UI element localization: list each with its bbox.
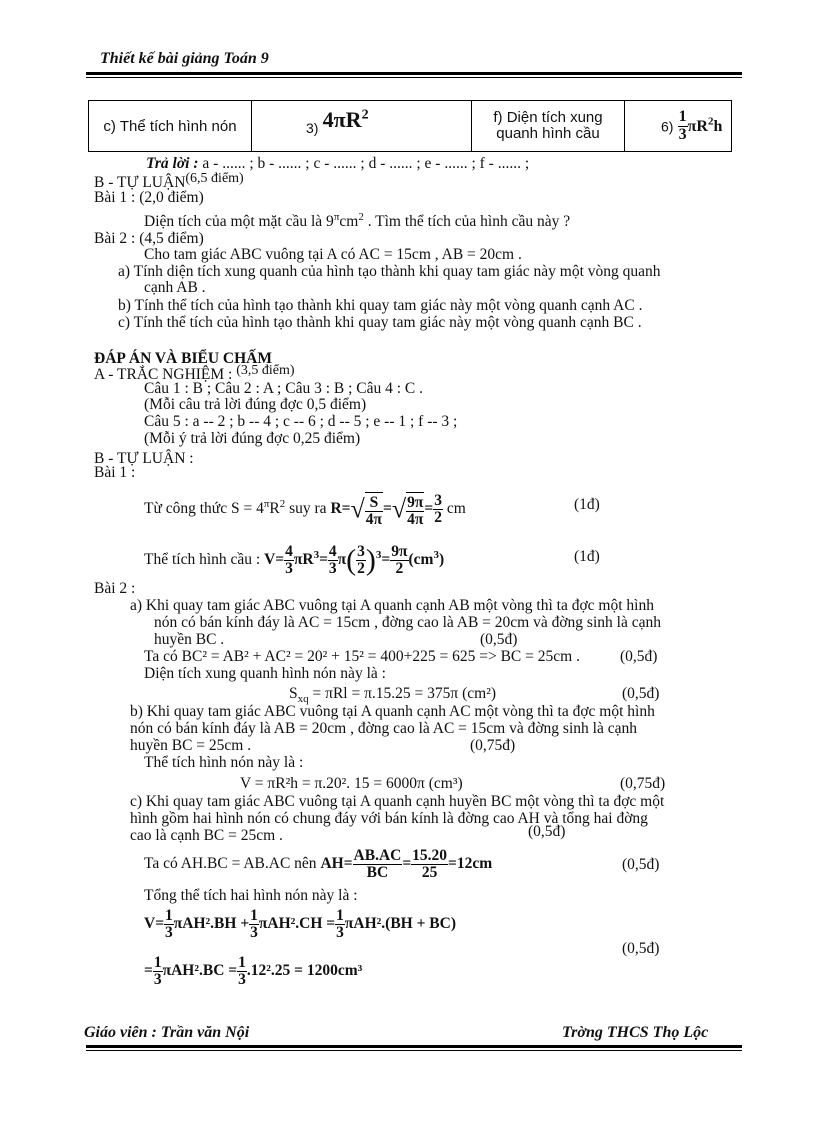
sqrt-1: √ $\frac{S}{4\pi}$ (350, 493, 383, 528)
b2-c6: V= $\frac{1}{3}$ πAH².BH + $\frac{1}{3}$ πAH².CH = $\frac{1}{3}$ πAH².(BH + BC) (144, 906, 457, 941)
answers-B1-title: Bài 1 : (94, 464, 136, 481)
matching-table (88, 100, 732, 152)
b2-c5: Tổng thể tích hai hình nón này là : (144, 887, 358, 904)
b1-text: Từ công thức S = 4 (144, 500, 264, 518)
answer-blanks: a - ...... ; b - ...... ; c - ...... ; d - ...... ; e - ...... ; f - ...... ; (202, 155, 530, 172)
bai1-text: Diện tích của một mặt cầu là $9^\pi cm^2$ . Tìm thể tích của hình cầu này ? (144, 211, 571, 231)
partB-points: (6,5 điểm) (185, 171, 244, 186)
b1-formula-line: Từ công thức $S = 4^\pi R^2$ suy ra R=√ $\frac{S}{4\pi}$ =√ $\frac{9\pi}{4\pi}$ = $\frac{3}{2}$ cm (144, 482, 466, 526)
page-header-title: Thiết kế bài giảng Toán 9 (100, 50, 269, 67)
header-rule-thick (86, 72, 742, 75)
formula-h: h (713, 118, 723, 136)
bai2-intro: Cho tam giác ABC vuông tại A có AC = 15cm , AB = 20cm . (144, 246, 522, 263)
bai2-b: b) Tính thể tích của hình tạo thành khi quay tam giác này một vòng quanh cạnh AC . (118, 297, 643, 314)
sqrt-2: √ $\frac{9\pi}{4\pi}$ (391, 493, 424, 528)
footer-school: Trờng THCS Thọ Lộc (562, 1024, 709, 1041)
b2-a3: huyền BC . (0,5đ) (154, 631, 518, 648)
b2-a2: nón có bán kính đáy là AC = 15cm , đờng cao là AB = 20cm và đờng sinh là cạnh (154, 614, 661, 631)
answers-B-title: B - TỰ LUẬN : (94, 450, 194, 467)
b1-pi: π (263, 498, 270, 510)
answers-A3: Câu 5 : a -- 2 ; b -- 4 ; c -- 6 ; d -- 5 ; e -- 1 ; f -- 3 ; (144, 413, 458, 430)
b2-b1: b) Khi quay tam giác ABC vuông tại A quanh cạnh AC một vòng thì ta đợc một hình (130, 703, 655, 720)
frac-3-2: $\frac{3}{2}$ (434, 491, 442, 527)
b2-c3: cao là cạnh BC = 25cm . (0,5đ) (130, 823, 566, 844)
cell-6-formula (687, 115, 723, 136)
eq: = (341, 500, 351, 518)
header-rule-thin (86, 77, 742, 78)
b2-a4: Ta có BC² = AB² + AC² = 20² + 15² = 400+225 = 625 => BC = 25cm . (0,5đ) (144, 648, 658, 665)
bai2-title: Bài 2 : (4,5 điểm) (94, 230, 204, 247)
cell-f-label (472, 101, 625, 152)
b2-title: Bài 2 : (94, 580, 136, 597)
partB-heading: B - TỰ LUẬN (94, 174, 186, 191)
bai2-a-line2: cạnh AB . (144, 279, 206, 296)
bai2-a-line1: a) Tính diện tích xung quanh của hình tạo thành khi quay tam giác này một vòng quanh (118, 263, 661, 280)
b2-a1: a) Khi quay tam giác ABC vuông tại A quanh cạnh AB một vòng thì ta đợc một hình (130, 597, 654, 614)
cell-3-formula (323, 107, 369, 132)
b2-a5: Diện tích xung quanh hình nón này là : (144, 665, 386, 682)
b1-volume-line: Thể tích hình cầu : V= $\frac{4}{3}$ $\pi R^3=$ $\frac{4}{3}$ π( $\frac{3}{2}$ )$^3$= $\frac{9\pi}{2}$ $(cm^3)$ (144, 542, 445, 578)
cell-c-label: c) Thể tích hình nón (89, 101, 252, 152)
b2-b3: huyền BC = 25cm . (0,75đ) (130, 737, 516, 754)
cell-f-line1: f) Diện tích xung (493, 108, 603, 126)
b1-suyra: suy ra (285, 500, 331, 518)
formula-piR: πR (687, 118, 708, 136)
b2-c4-mark: (0,5đ) (622, 856, 660, 873)
b1-R-bold: R (330, 500, 342, 518)
answers-A2: (Mỗi câu trả lời đúng đợc 0,5 điểm) (144, 396, 367, 413)
answers-A1: Câu 1 : B ; Câu 2 : A ; Câu 3 : B ; Câu 4 : C . (144, 380, 424, 397)
formula-exp: 2 (707, 115, 714, 128)
footer-rule-thin (86, 1050, 742, 1051)
b1-mark2: (1đ) (574, 548, 600, 565)
bai2-c: c) Tính thể tích của hình tạo thành khi quay tam giác này một vòng quanh cạnh BC . (118, 314, 642, 331)
b1-R: R (269, 500, 280, 518)
frac-num: 1 (678, 107, 687, 125)
b2-b5: V = πR²h = π.20². 15 = 6000π (cm³) (240, 775, 463, 792)
b2-c6-mark: (0,5đ) (622, 940, 660, 957)
b2-a6-mark: (0,5đ) (622, 685, 660, 702)
frac-den: 3 (678, 125, 687, 143)
answer-label: Trả lời : (146, 155, 199, 172)
cell-f-line2: quanh hình cầu (496, 125, 600, 142)
cell-6-fraction (678, 109, 688, 144)
b2-c7: = $\frac{1}{3}$ πAH².BC = $\frac{1}{3}$ .12².25 = 1200cm³ (144, 953, 363, 988)
cell-6-number: 6) (661, 118, 674, 134)
formula-exp: 2 (361, 107, 369, 123)
cell-3-number: 3) (306, 120, 319, 136)
b2-c1: c) Khi quay tam giác ABC vuông tại A quanh cạnh huyền BC một vòng thì ta đợc một (130, 793, 665, 810)
formula-4piR: 4πR (322, 107, 362, 132)
b1-V: V (264, 551, 276, 569)
b2-b4: Thể tích hình nón này là : (144, 754, 304, 771)
answers-A4: (Mỗi ý trả lời đúng đợc 0,25 điểm) (144, 430, 361, 447)
answers-A-title: A - TRẮC NGHIỆM : (3,5 điểm) (94, 363, 295, 383)
footer-rule-thick (86, 1045, 742, 1048)
footer-teacher: Giáo viên : Trần văn Nội (84, 1024, 250, 1041)
b1-mark1: (1đ) (574, 496, 600, 513)
b2-b2: nón có bán kính đáy là AB = 20cm , đờng cao là AC = 15cm và đờng sinh là cạnh (130, 720, 637, 737)
cell-6 (625, 101, 732, 152)
b2-a6: $S_{xq} = \pi Rl = \pi.15.25 = 375\pi$ (cm²) (289, 685, 497, 706)
b1-volume-text: Thể tích hình cầu : (144, 551, 261, 569)
cell-3 (252, 101, 472, 152)
answers-title: ĐÁP ÁN VÀ BIỂU CHẤM (94, 350, 272, 367)
b2-b5-mark: (0,75đ) (620, 775, 666, 792)
bai1-title: Bài 1 : (2,0 điểm) (94, 189, 204, 206)
b2-c2: hình gồm hai hình nón có chung đáy với bán kính là đờng cao AH và tổng hai đờng (130, 810, 648, 827)
b2-c4: Ta có AH.BC = AB.AC nên AH= $\frac{AB.AC}{BC}$ = $\frac{15.20}{25}$ =12cm (144, 846, 493, 881)
